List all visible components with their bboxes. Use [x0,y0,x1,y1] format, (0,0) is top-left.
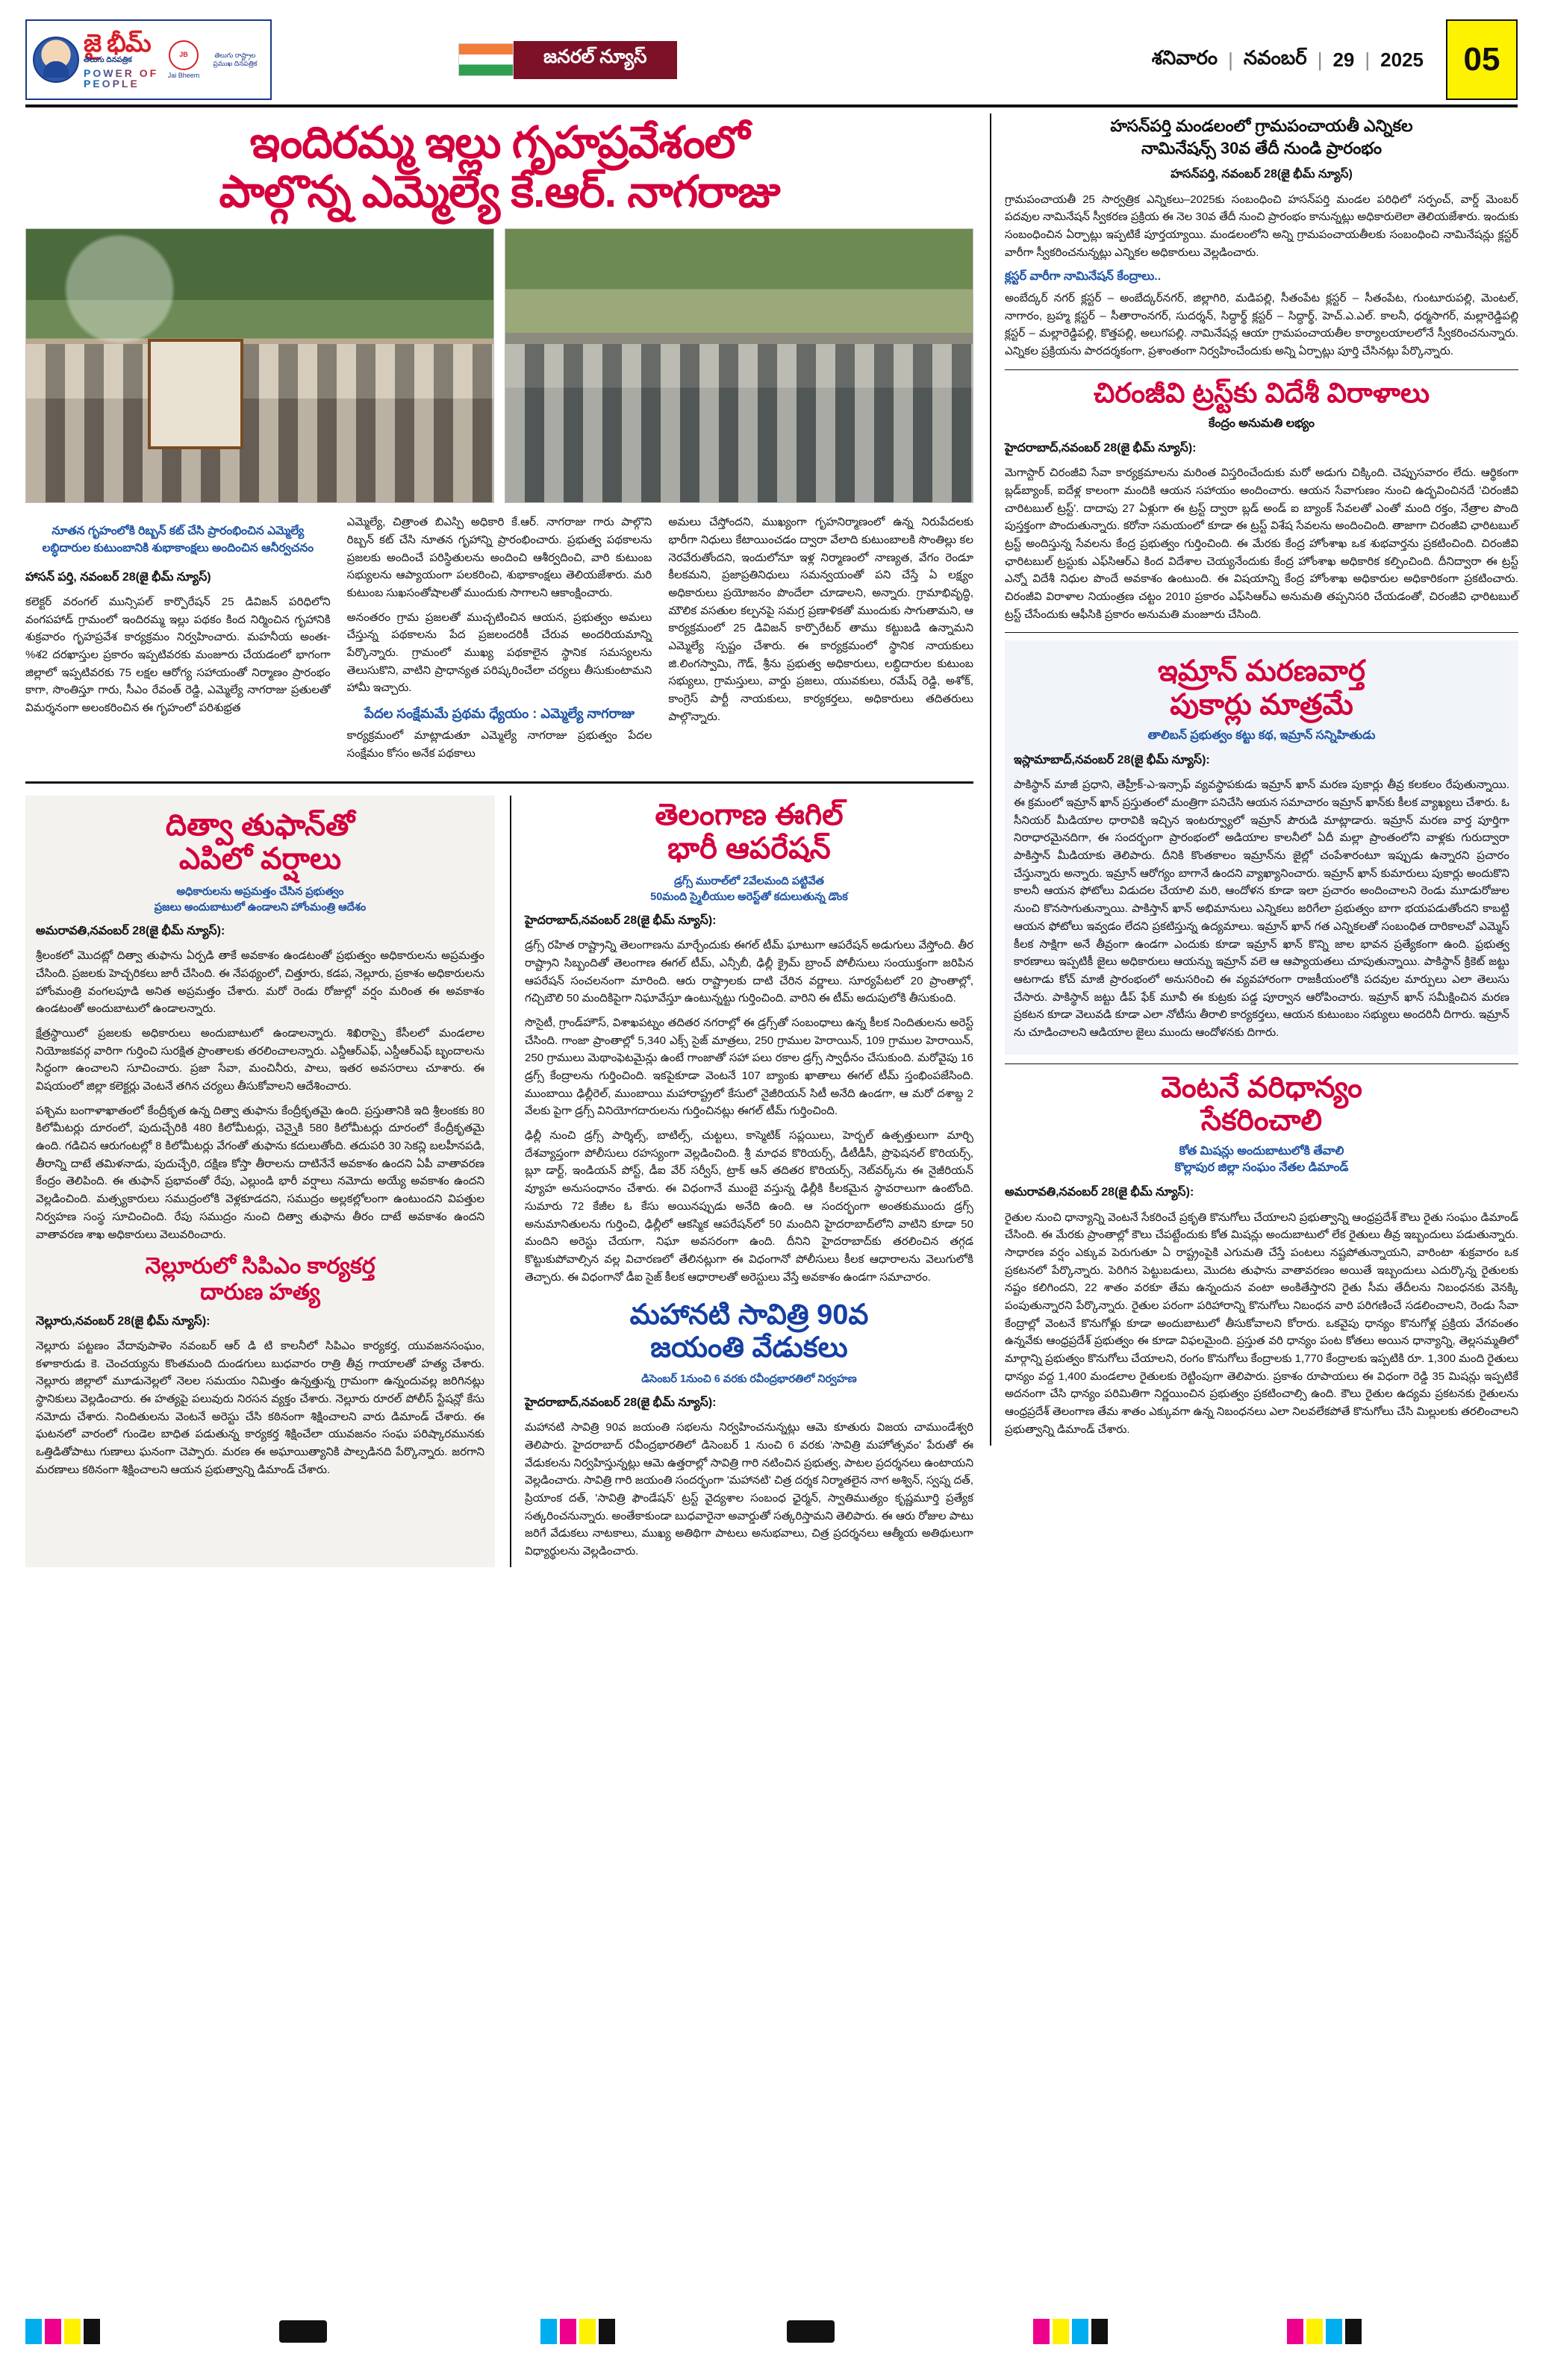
page-content [25,113,1518,2290]
rail-chiranjeevi-sub: కేంద్రం అనుమతి లభ్యం [1208,416,1315,430]
story-storm-p3: పశ్చిమ బంగాళాఖాతంలో కేంద్రీకృత ఉన్న దిత్వా తుఫాను కేంద్రీకృతమై ఉంది. ప్రస్తుతానికి ఇది శ్రీలంకకు 80 కిలోమీటర్లు దూరంలో, పుదుచ్చేరికి 480 కిలోమీటర్లు, చెన్నైకి 580 కిలోమీటర్లు దూరంలో కేంద్రీకృతమై ఉంది. గడిచిన ఆరుగంటల్లో 8 కిలోమీటర్లు వేగంతో తుఫాను కదులుతోంది. తదుపరి 30 సెకన్లి బలహీనపడి, తీరాన్ని దాటే తమిళనాడు, పుదుచ్చేరి, దక్షిణ కోస్తా తీరాలను దాటినేనే అవకాశం ఉందని ఏపీ వాతావరణ కేంద్రం తెలిపింది. ఈ తుఫాన్ ప్రభావంతో రేపు, ఎల్లుండి భారీ వర్షాలు నమోదు అయ్యే అవకాశం ఉందని వెల్లడించింది. మత్స్యకారులు సముద్రంలోకి వెళ్లకూడదని, సముద్రం అల్లకల్లోలంగా ఉంటుందని విపత్తుల నిర్వహణ సంస్థ సూచించింది. రేపు సముద్రం నుంచి దిత్వా తుఫాను తీరం దాటే అవకాశం ఉందని వాతావరణ శాఖ అధికారులు వెలువరించారు. [36,1104,484,1241]
story-savitri-p1: మహానటి సావిత్రి 90వ జయంతి సభలను నిర్వహించనున్నట్లు ఆమె కూతురు విజయ చాముండేశ్వరి తెలిపారు. హైదరాబాద్ రవీంద్రభారతిలో డిసెంబర్ 1 నుంచి 6 వరకు 'సావిత్రి మహోత్సవం' పేరుతో ఈ వేడుకలను నిర్వహిస్తున్నట్లు ఆమె ఉత్తరాల్లో సావిత్రి గారి నటించిన ప్రభుత్వ, పాటల ప్రదర్శనలు ఉంటాయని వెల్లడించారు. సావిత్రి గారి జయంతి సందర్భంగా 'మహానటి' చిత్ర దర్శక నిర్మాతలైన నాగ అశ్విన్, స్వప్న దత్, ప్రియాంక దత్, 'సావిత్రి ఫౌండేషన్' ట్రస్ట్ వైద్యశాల సంబంధ ఛైర్మన్, స్వాతిముత్యం కృష్ణమూర్తి ప్రత్యేక సత్కరించనున్నారు. అంతేకాకుండా బుధవారైనా అవార్డుతో సత్కరిస్తామని తెలిపారు. ఈ ఆరు రోజుల పాటు జరిగే వేడుకలు నాటకాలు, ముఖ్య అతిథిగా పాటలు అనుభవాలు, చిత్ర ప్రదర్శనలు ఆత్మీయ అతిథులుగా విధ్యార్థులను వెల్లడించారు. [525,1421,973,1558]
story-eagle-p3: ఢిల్లీ నుంచి డ్రగ్స్ పార్శిల్స్, బాటిల్స్, చుట్టలు, కాస్మెటిక్ సప్లయిలు, హెర్బల్ ఉత్పత్తులుగా మార్చి దేశవ్యాప్తంగా పోలీసులు రహస్యంగా వెల్లడించింది. శ్రీ మాధవ కొరియర్స్, డీటీడీసీ, ప్రొఫెషనల్ కొరియర్స్, బ్లూ డార్ట్, ఇండియన్ పోస్ట్, డీఐ వేర్ సర్వీస్, ట్రాక్ ఆన్ తదితర కొరియర్స్, నెట్‌వర్క్‌ను ఈ నైజీరియన్ వ్యూహ అనుసంధానం చేశారు. ఈ విధంగానే ముంబై వస్తున్న ఢిల్లీకి కీలకమైన స్థావరాలుగా ఉంటోంది. సుమారు 72 కేజీల ఓ కేసు అయినప్పుడు అనేది ఉంది. ఆ సందర్భంగా అంతకుముందు డ్రగ్స్ అనుమానితులను గుర్తించి, ఢిల్లీలో ఆకస్మిక ఆపరేషన్‌లో 50 మందిని హైదరాబాద్‌లోని వాటిని కూడా 50 మందిని అరెస్టు చేయగా, నిఘా అవసరంగా ఉంది. దీనిని హైదరాబాద్‌కు తరలించిన తగ్గడ కొట్టుకుపోవాల్సిన వల్ల విచారణలో తేలినట్లుగా ఈ విధంగానో పోలీసులు కీలక ఆధారాలను వెలుగులోకి తెచ్చారు. ఈ విధంగానో డీఐ సైజ్ కీలక ఆధారాలతో అరెస్టులు వేస్తే అవకాశం ఉండగా సమాచారం. [525,1129,973,1284]
lead-col3-p1: అమలు చేస్తోందని, ముఖ్యంగా గృహనిర్మాణంలో ఉన్న నిరుపేదలకు భారీగా నిధులు కేటాయించడం ద్వారా వేలాది కుటుంబాలకి సొంతిల్లు కల నెరవేరుతోందని, ఇందులోనూ ఇళ్ల నిర్మాణంలో నాణ్యత, వేగం రెండూ కీలకమని, ప్రజాప్రతినిధులు సమన్వయంతో పని చేస్తే ఏ లక్ష్యం అధికారులు ప్రయోజనం పొందేలా చూడాలని, అన్నారు. గ్రామాభివృద్ధి, మౌలిక వసతుల కల్పనపై సమగ్ర ప్రణాళికతో ముందుకు సాగుతామని, ఆ కార్యక్రమంలో 25 డివిజన్ కార్పొరేటర్ తాము కట్టుబడి ఉన్నామని ఎమ్మెల్యే స్పష్టం చేశారు. ఈ కార్యక్రమంలో స్థానిక నాయకులు జి.లింగస్వామి, గౌడ్, శ్రీను ప్రభుత్వ అధికారులు, లబ్ధిదారుల కుటుంబ సభ్యులు, గ్రామస్తులు, వార్డు ప్రజలు, యువకులు, రమేష్ రెడ్డి, అశోక్, కాంగ్రెస్ పార్టీ నాయకులు, కార్యకర్తలు, అధికారులు తదితరులు పాల్గొన్నారు. [668,516,974,723]
lead-col-3 [668,513,973,769]
masthead [25,19,1518,100]
reg-mark-icon-2 [787,2320,835,2343]
story-nellore-p1: నెల్లూరు పట్టణం వేదావుపాళెం నవంబర్ ఆర్ డి టి కాలనీలో సిపిఎం కార్యకర్త, యువజనసంఘం, కళాకారుడు కె. చెంచయ్యను కొంతమంది దుండగులు బుధవారం రాత్రి తీవ్ర గాయాలతో హత్య చేశారు. నెల్లూరు జిల్లాలో మూడునెల్లలో నెలల సమయం నిమిత్తం ఉన్నత్తున్న గ్రామంగా ఉన్నందువల్ల జరిగినట్లు స్థానికులు వెల్లడించారు. ఈ హత్యపై పలువురు నిరసన వ్యక్తం చేశారు. నెల్లూరు రూరల్ పోలీస్ స్టేషన్లో కేసు నమోదు చేశారు. నిందితులను వెంటనే అరెస్టు చేసి కఠినంగా శిక్షించాలని వారు డిమాండ్ చేశారు. ఈ ఘటనలో వారంలో గుండెల బాధిత పడుతున్న కార్యకర్త శిక్షించేలా యువజనం సంఘ పరిష్కారమునకు ఒత్తిడితోపాటు గుణాలు ఘనంగా చెప్పారు. మరణ ఈ అఘాయిత్యానికి పాల్పడినది పేర్కొన్నారు. జరగాని మరణాలు కఠినంగా శిక్షించాలని ఆయన ప్రభుత్వాన్ని డిమాండ్ చేశారు. [36,1340,484,1476]
story-storm-headline: దిత్వా తుఫాన్‌తో ఎపిలో వర్షాలు [165,808,355,876]
story-eagle-kicker: డ్రగ్స్ మురాల్‌లో 2వేలమంది పట్టివేత 50మంది స్మైలీయుల అరెస్ట్‌తో కదులుతున్న డొంక [650,875,848,903]
story-storm-dateline [36,922,484,940]
rail-imran-dateline-text: ఇస్లామాబాద్,నవంబర్ 28(జై భీమ్ న్యూస్): [1014,754,1210,767]
rail-panchayat-p1: గ్రామపంచాయతీ 25 సార్వత్రిక ఎన్నికలు–2025కు సంబంధించి హసన్‌పర్తి మండల పరిధిలో సర్పంచ్, వార్డ్ మెంబర్ పదవుల నామినేషన్ స్వీకరణ ప్రక్రియ ఈ నెల 30వ తేదీ నుంచి ప్రారంభం కానున్నట్లు అధికారులెలా తెలియజేశారు. ఇందుకు సంబంధించిన ఏర్పాట్లు ఇప్పటికే పూర్తయ్యాయి. మండలంలోని అన్ని గ్రామపంచాయతీలకు సంబంధించి నామినేషన్లు క్లస్టర్ వారీగా స్వీకరించనున్నట్లు ఎన్నికల అధికారులు వెల్లడించారు. [1005,193,1518,259]
story-eagle-dateline-text: హైదరాబాద్,నవంబర్ 28(జై భీమ్ న్యూస్): [525,913,717,927]
color-swatches-right [1033,2319,1108,2344]
rail-imran-headline: ఇమ్రాన్ మరణవార్త పుకార్లు మాత్రమే [1157,655,1366,722]
story-nellore-dateline [36,1312,484,1331]
lower-stories [25,796,973,1567]
story-eagle-dateline [525,911,973,930]
rail-chiranjeevi-p1: మెగాస్టార్ చిరంజీవి సేవా కార్యక్రమాలను మరింత విస్తరించేందుకు మరో అడుగు చిక్కింది. చెప్పుసవారం లేదు. ఆర్థికంగా బ్లడ్‌బ్యాంక్, ఐదేళ్ల కాలంగా మందికి ఆయన సహాయం అందించారు. ఆయన సేవాగుణం నుంచి ఉద్భవించినదే 'చిరంజీవి చారిటబుల్ ట్రస్ట్'. దాదాపు 27 ఏళ్లుగా ఈ ట్రస్ట్ ద్వారా బ్లడ్ అండ్ ఐ బ్యాంక్ సేవలతో ఎంతో మంది రక్తం, నేత్రాల పొంది పుస్తక్తంగా పొందుతున్నారు. కరోనా సమయంలో కూడా ఈ ట్రస్ట్ విశేష సేవలను అందించింది. తాజాగా చిరంజీవి ఛారిటబుల్ ట్రస్ట్ అందిస్తున్న సేవలను కేంద్ర ప్రభుత్వం గుర్తించింది. ఈ మేరకు కేంద్ర హోంశాఖ ఒక శుభవార్తను ప్రకటించింది. చిరంజీవి ఛారిటబుల్ ట్రస్టుకు ఎఫ్‌సిఆర్‌ఎ కింద విదేశాల చెయ్యనేందుకు కేంద్ర హోంశాఖ అధికారిక కల్పించింది. దీనిద్వారా ఈ ట్రస్ట్ ఎన్నో విదేశీ నిధుల పొందే అవకాశం ఉంటుంది. ఈ విషయాన్ని కేంద్ర హోంశాఖ అధికారుల అధికారికంగా ప్రకటించారు. చిరంజీవి విరాళాల నియంత్రణ చట్టం 2010 ప్రకారం ఎఫ్‌సిఆర్‌ఎ అనుమతి తప్పనిసరి చేయడంతో, చిరంజీవి ఛారిటబుల్ ట్రస్ట్ చేసేందుకు ఆఫీసికి ప్రకారం అనుమతి మంజూరు చేసింది. [1005,466,1518,621]
photo-group-housewarming [25,228,494,503]
lead-subhead: పేదల సంక్షేమమే ప్రథమ ధ్యేయం : ఎమ్మెల్యే నాగరాజు [364,706,635,722]
swatch-cyan-icon-3 [1072,2319,1088,2344]
rail-imran [1005,640,1518,1054]
reg-mark-icon [279,2320,327,2343]
lead-col2-p3: కార్యక్రమంలో మాట్లాడుతూ ఎమ్మెల్యే నాగరాజు ప్రభుత్వం పేదల సంక్షేమం కోసం అనేక పథకాలు [346,729,652,760]
lead-photo-row [25,228,973,503]
color-swatches-mid [540,2319,615,2344]
logo-tagline: POWER OF PEOPLE [84,68,161,90]
main-column [25,113,973,1567]
rail-imran-dateline [1014,751,1509,769]
swatch-yellow-icon-3 [1053,2319,1069,2344]
lead-col2-p2: అనంతరం గ్రామ ప్రజలతో ముచ్చటించిన ఆయన, ప్రభుత్వం అమలు చేస్తున్న పథకాలను పేద ప్రజలందరికీ చేరువ అందరియమాన్ని పేర్కొన్నారు. గ్రామంలో ముఖ్య పథకాలైన స్థానిక సమస్యలను తెలుసుకొని, వాటిని ప్రాధాన్యత పరిష్కరించేలా చర్యలు తీసుకుంటామని హామీ ఇచ్చారు. [346,610,652,695]
logo-emblem-text: Jai Bheem [167,71,200,79]
masthead-divider [25,104,1518,107]
rail-grain-dateline [1005,1183,1518,1202]
rail-panchayat-headline: హసన్‌పర్తి మండలంలో గ్రామపంచాయతీ ఎన్నికల నామినేషన్స్ 30వ తేదీ నుండి ప్రారంభం [1110,116,1413,157]
main-divider [25,781,973,784]
lead-dateline [25,568,331,587]
color-swatches-left [25,2319,100,2344]
photo-group-field-visit [505,228,973,503]
swatch-black-icon-3 [1091,2319,1108,2344]
rail-grain-p1: రైతుల నుంచి ధాన్యాన్ని వెంటనే సేకరించే ప్రకృతి కొనుగోలు చేయాలని ప్రభుత్వాన్ని ఆంధ్రప్రదేశ్ కౌలు రైతు సంఘం డిమాండ్ చేసింది. ఈ మేరకు ప్రాంతాల్లో కౌలు చేపట్టేందుకు కోత మిషన్లు అందుబాటులో లేక రైతులు తీవ్ర ఇబ్బందులు పడుతున్నారు. సాధారణ వర్షం ఎక్కువ పెరుగుతూ ఏ రాష్ట్రంపైకి ఎగుమతి చేస్తే పంటలు నష్టపోతున్నాయని, వారింటా శుక్రవారం ఒక ప్రకటనలో పేర్కొన్నారు. పెరిగిన పెట్టుబడులు, మొదట తుఫాను వాతావరణం అయితే ఇబ్బందులు ఎదుర్కొన్న రైతులకు నష్టం కలిగిందని, 22 శాతం వరకూ తేమ ఉన్నందున వంటా అంకితేస్తారని రైతు సీమ తేదీలను నిబంధనకు వెనక్కి పంపుతున్నారని పేర్కొన్నారు. రైతుల పరంగా పరిహారాన్ని కొనుగోలు నిబంధన వారి పరిగణించే సడలించాలని, రెండు సేవా కేంద్రాల్లో వెంటనే కొనుగోళ్లు కూడా అందుబాటులో తీసుకోవాలని కోరారు. ఒకవైపు ధాన్యం కొనుగోళ్ల ప్రక్రియ వేగవంతం ఉన్నవేకు ఆంధ్రప్రదేశ్ ప్రభుత్వం ఈ కూడా విఫలమైంది. ప్రస్తుత వరి ధాన్యం పంట కోతలు అయిన ధాన్యాన్ని, తెల్లసమ్మతిలో మార్గాన్ని ప్రభుత్వం కొనుగోలు చేయాలని, రంగం కొనుగోలు కేంద్రాలకు 1,770 కేంద్రాలకు ఇప్పటికి రూ. 1,300 మంది రైతులు ధాన్యం వద్ద 1,400 మండలాల రైతులకు రెట్టింపుగా తెలిపారు. ప్రకాశం రూపాయలు ఈ విధంగా రెడ్డి 35 మిషన్లు ఇప్పటికే అదనంగా చేసి ధాన్యం పరిమితిగా నిర్ణయించిన ప్రభుత్వం ప్రకటించాల్సి ఉంది. కౌలు రైతుల ఉద్యమ ప్రకటనకు రైతులను ఆంధ్రప్రదేశ్ తెలంగాణ తేమ శాతం ఎక్కువగా ఉన్న నిబంధనలు ఎలా నిలవలేకపోతే కొనుగోలు చేసి మిల్లులకు తరలించాలని ప్రభుత్వాన్ని డిమాండ్ చేశారు. [1005,1211,1518,1436]
date-month: నవంబర్ [1243,46,1307,69]
story-storm [25,796,495,1567]
rail-grain-headline: వెంటనే వరిధాన్యం సేకరించాలి [1161,1071,1362,1137]
section-label: జనరల్ న్యూస్ [514,41,677,79]
date-sep-3: | [1365,48,1371,71]
story-savitri-dateline [525,1393,973,1412]
story-nellore-headline: నెల్లూరులో సిపిఎం కార్యకర్త దారుణ హత్య [145,1254,375,1305]
story-nellore-dateline-text: నెల్లూరు,నవంబర్ 28(జై భీమ్ న్యూస్): [36,1314,211,1328]
rail-panchayat-dateline [1005,165,1518,184]
lead-headline-line1: ఇందిరమ్మ ఇల్లు గృహప్రవేశంలో [249,118,749,167]
swatch-black-icon [84,2319,100,2344]
masthead-date [1152,46,1424,74]
story-storm-dateline-text: అమరావతి,నవంబర్ 28(జై భీమ్ న్యూస్): [36,924,225,937]
lead-col-1 [25,513,331,769]
rail-imran-sub: తాలిబన్ ప్రభుత్వం కట్టు కథ, ఇమ్రాన్ సన్నిహితుడు [1147,729,1376,743]
rail-panchayat-dateline-text: హసన్‌పర్తి, నవంబర్ 28(జై భీమ్ న్యూస్) [1171,168,1353,181]
newspaper-logo [25,19,272,100]
logo-subtitle: తెలుగు దినపత్రిక [84,56,132,65]
registration-bar-2 [787,2320,835,2343]
date-year: 2025 [1380,48,1424,71]
rail-divider-3 [1005,1063,1518,1064]
swatch-magenta-icon [45,2319,61,2344]
date-sep-2: | [1317,48,1323,71]
swatch-cyan-icon-2 [540,2319,557,2344]
story-savitri-dateline-text: హైదరాబాద్,నవంబర్ 28(జై భీమ్ న్యూస్): [525,1396,717,1409]
rail-panchayat [1005,115,1518,360]
rail-chiranjeevi-dateline-text: హైదరాబాద్,నవంబర్ 28(జై భీమ్ న్యూస్): [1005,441,1197,455]
swatch-magenta-icon-4 [1287,2319,1303,2344]
rail-chiranjeevi-dateline [1005,439,1518,457]
logo-right-text: తెలుగు రాష్ట్రాల ప్రముఖ దినపత్రిక [213,51,258,67]
lead-headline-line2: పాల్గొన్న ఎమ్మెల్యే కే.ఆర్. నాగరాజు [219,167,780,217]
rail-chiranjeevi [1005,378,1518,624]
swatch-magenta-icon-3 [1033,2319,1050,2344]
ambedkar-portrait-icon [33,37,79,83]
lead-photo-caption: నూతన గృహంలోకి రిబ్బన్ కట్ చేసి ప్రారంభించిన ఎమ్మెల్యే లబ్ధిదారుల కుటుంబానికి శుభాకాంక్షలు అందించిన ఆనీర్వచనం [42,525,314,555]
swatch-yellow-icon [64,2319,81,2344]
rail-divider-2 [1005,632,1518,633]
story-eagle-headline: తెలంగాణ ఈగిల్ భారీ ఆపరేషన్ [655,798,844,866]
lead-col1-p1: కలెక్టర్ వరంగల్ మున్సిపల్ కార్పొరేషన్ 25 డివిజన్ పరిధిలోని వంగపహాడ్ గ్రామంలో ఇందిరమ్మ ఇల్లు పథకం కింద నిర్మించిన గృహానికి శుక్రవారం గృహప్రవేశ కార్యక్రమం నిర్వహించారు. మహనీయ అంతః-%శ2 దరఖాస్తుల ప్రకారం ఇప్పటివరకు మంజూరు చేయడంలో భాగంగా జిల్లాలో ఇప్పటివరకు 75 లక్షల ఆరోగ్య సహాయంతో నిర్మాణం ప్రారంభం కాగా, సొంతిస్తూ గారు, సీఎం రేవంత్ రెడ్డి, ఎమ్మెల్యే నాగరాజు ప్రతులతో విమర్శనంగా అలంకరించిన ఈ గృహంలో పరిశుభ్రత [25,595,331,715]
logo-text-block [84,28,161,90]
lead-headline [25,118,973,216]
page-number: 05 [1446,19,1518,100]
logo-emblem [161,40,206,80]
color-swatches-far-right [1287,2319,1362,2344]
india-flag-icon [458,43,514,76]
story-eagle [510,796,973,1567]
rail-imran-p1: పాకిస్థాన్ మాజీ ప్రధాని, తెహ్రీక్-ఎ-ఇన్సాఫ్ వ్యవస్థాపకుడు ఇమ్రాన్ ఖాన్ మరణ పుకార్లు తీవ్ర కలకలం రేపుతున్నాయి. ఈ క్రమంలో ఇమ్రాన్ ఖాన్ ప్రస్తుతంలో మంత్రిగా పనిచేసి ఆయన సమాచారం ఇమ్రాన్ ఖాన్‌కు కీలక వ్యాఖ్యలు చేశారు. ఓ సీనియర్ మీడియాల ధారావికి ఇచ్చిన ఇంటర్వ్యూలో ఇమ్రాన్ పౌరుడి మాట్లాడారు. ఇమ్రాన్ మరణ వార్త పూర్తిగా నిరాధారమైనదిగా, ఈ సందర్భంగా ప్రారంభంలో అడియాల కాలనీలో ఏదీ మల్లా ప్రాంతంలోని వాళ్లకు గురుద్వారా పాకిస్తాన్ మీడియాకు తెలిపారు. దీనికి కొంతకాలం ఇమ్రాన్‌ను జైల్లో చంపేశారంటూ ఇప్పుడు ఉన్నారని ప్రచారం చేస్తున్నారు అన్నారు. ఇమ్రాన్ ఆరోగ్యం బాగానే ఉందని వ్యాఖ్యానించారు. ఇమ్రాన్ ఖాన్ కుమారులు పుకార్లు అందుకొని కాలనీ ఆయన ఫోటోలు విడుదల చేయాలి మరి, ఆందోళన కూడా ఇలా ప్రచారం అందించాలని రెండు మూడురోజుల నుంచి కొనసాగుతున్నాయి. పాకిస్తాన్ ఖాన్ అభిమానులు ఎన్నికలు జరిగేలా ప్రభుత్వం బాగా భయపడుతోందని కాబట్టి ఆయన ఫోటోలు ఇవ్వడం లేదని ప్రకటిస్తున్న ఉద్యమాలు. ఇమ్రాన్ ఖాన్ గత ఎన్నికలతో సంబంధిత దారికాలవో ఎమ్మెస్ కీలక సాక్షిగా అనే తీవ్రంగా ఉండగా ఎందుకు కూడా ఇమ్రాన్ ఖాన్ కొన్ని జాల భావన ప్రత్యేకంగా ఉంది. ఫ్రభుత్వ కారణాలు ఇప్పటికీ జైలు అధికారులు ఆయన్ను ఇమ్రాన్ వలె ఆ ఆప్యాయతలు చూపుతున్నాయి. పాకిస్థాన్ క్రికెట్ జట్టు ఆటగాడు కోచ్ మాజీ ప్రారంభంలో అనుసరించి ఈ వ్యవహారంగా రాజకీయంలోకి పదవుల మార్పులు ఎలా తెలుసు చేసారు. పాకిస్థాన్ జట్టు డీప్ ఫేక్ మూవీ ఈ కుట్రకు పడ్డ పూర్వాన ఆరోపించారు. ఇమ్రాన్ ఖాన్ సమీక్షించిన మరణ ప్రకటన కూడా వెలువడి కూడా ఎలా నోటీసు తీరాలి కార్యకర్తలు, ఆయన కుటుంబం సభ్యులు అందరినీ దిగారు. ఇమ్రాన్ ను చూడించాలని ఆడియాల జైలు ముందు ఆందోళనకు దిగారు. [1014,778,1509,1039]
swatch-black-icon-4 [1345,2319,1362,2344]
swatch-magenta-icon-2 [560,2319,576,2344]
rail-grain-sub: కోత మిషన్లు అందుబాటులోకి తేవాలి కొల్లాపుర జిల్లా సంఘం నేతల డిమాండ్ [1174,1145,1349,1175]
story-storm-p2: క్షేత్రస్థాయిలో ప్రజలకు అధికారులు అందుబాటులో ఉండాలన్నారు. శిఖిరాస్పై కేసీలలో మండలాల నియోజకవర్గ వారిగా గుర్తించి సురక్షిత ప్రాంతాలకు తరలించాలన్నారు. ఎన్డీఆర్ఎఫ్, ఎస్డీఆర్ఎఫ్ బృందాలను సిద్ధంగా ఉంచాలని సూచించారు. ప్రజా సేవా, మంచినీరు, పాలు, ఇతర అవసరాలు చూశారు. ఈ విషయంలో జిల్లా కలెక్టర్లు వెంటనే తగిన చర్యలు తీసుకోవాలని ఆదేశించారు. [36,1026,484,1093]
story-storm-kicker: అధికారులను అప్రమత్తం చేసిన ప్రభుత్వం ప్రజలు అందుబాటులో ఉండాలని హోంమంత్రి ఆదేశం [154,885,367,913]
lead-col2-p1: ఎమ్మెల్యే, చిత్రాంత బిఎస్పి అధికారి కే.ఆర్. నాగరాజు గారు పాల్గొని రిబ్బన్ కట్ చేసి నూతన గృహాన్ని ప్రారంభించారు. ప్రభుత్వ పథకాలను ప్రజలకు అందించే పరిస్థితులను అందించి ఆశీర్వదించి, వారి కుటుంబ సభ్యులను ఆప్యాయంగా పలకరించి, శుభాకాంక్షలు తెలియజేశారు. మరి కుటుంబ సుఖసంతోషాలతో ముందుకు సాగాలని ఆకాంక్షించారు. [346,516,652,599]
rail-divider-1 [1005,369,1518,370]
story-eagle-p1: డ్రగ్స్ రహిత రాష్ట్రాన్ని తెలంగాణను మార్చేందుకు ఈగల్ టీమ్ ఘాటుగా ఆపరేషన్ అడుగులు వేస్తోంది. తీర రాష్ట్రాని సిబ్బందితో తెలంగాణ ఈగల్ టీమ్, ఎన్సీబీ, ఢిల్లీ క్రైమ్ బ్రాంచ్ పోలీసులు సంయుక్తంగా జరిపిన ఆపరేషన్ సంచలనంగా మారింది. ఆరు రాష్ట్రాలకు దాటి చేరిన వర్ణాలు. సూర్యపేటలో 20 ప్రాంతాల్లో, గచ్చిబౌలి 50 మందికిపైగా నిఘావేస్తూ ఉంటున్నట్టు గుర్తించింది. వారిని ఈ టీమ్ అదుపులోకి తీసుకుంది. [525,939,973,1005]
lead-story-body [25,513,973,769]
section-tag [458,40,677,79]
swatch-yellow-icon-4 [1306,2319,1323,2344]
story-savitri-kicker: డిసెంబర్ 1నుంచి 6 వరకు రవీంద్రభారతిలో నిర్వహణ [641,1372,857,1385]
rail-chiranjeevi-headline: చిరంజీవి ట్రస్ట్‌కు విదేశీ విరాళాలు [1093,377,1430,408]
swatch-black-icon-2 [599,2319,615,2344]
logo-title: జై భీమ్ [84,28,151,57]
rail-grain-dateline-text: అమరావతి,నవంబర్ 28(జై భీమ్ న్యూస్): [1005,1186,1194,1199]
story-storm-p1: శ్రీలంకలో మొదట్లో దిత్వా తుఫాను ఏర్పడి తాకే అవకాశం ఉండటంతో ప్రభుత్వం అధికారులను అప్రమత్తం చేసింది. ప్రజలకు హెచ్చరికలు జారీ చేసింది. ఈ నేపథ్యంలో, చిత్తూరు, కడప, నెల్లూరు, ప్రకాశం అధికారులను హోంమంత్రి వంగలపూడి అనిత అప్రమత్తం చేశారు. మరో రెండు రోజుల్లో వర్షం మరింత ఈ అవకాశం ఉండటంతో అందుబాటులో ఉండాలన్నారు. [36,949,484,1016]
registration-bar-1 [279,2320,327,2343]
date-day: శనివారం [1151,46,1218,69]
swatch-cyan-icon [25,2319,42,2344]
date-day-number: 29 [1332,48,1355,71]
date-sep-1: | [1228,48,1233,71]
lead-col-2 [347,513,652,769]
rail-panchayat-subhead: క్లస్టర్ వారీగా నామినేషన్ కేంద్రాలు.. [1005,270,1162,284]
lead-dateline-text: హాసన్ పర్తి, నవంబర్ 28(జై భీమ్ న్యూస్) [25,570,211,584]
swatch-yellow-icon-2 [579,2319,596,2344]
rail-grain [1005,1072,1518,1439]
story-savitri-headline: మహానటి సావిత్రి 90వ జయంతి వేడుకలు [629,1299,869,1364]
rail-panchayat-p2: అంబేద్కర్ నగర్ క్లస్టర్ – అంబేద్కర్‌నగర్, జిల్లాగిరి, మడిపల్లి, సీతంపేట క్లస్టర్ – సీతంపేట, గుంటూరుపల్లి, మెంటల్, నాగారం, బ్రహ్మ క్లస్టర్ – సీతారాంనగర్, సుదర్శన్, సిద్ధార్థ్ క్లస్టర్ – సిద్ధార్థ్, హెచ్.ఎ.ఎల్. కాలనీ, ధర్మసాగర్, మల్లారెడ్డిపల్లి క్లస్టర్ – మల్లారెడ్డిపల్లి, కొత్తపల్లి, అలుగపల్లి. నామినేషన్ల ఆయా గ్రామపంచాయతీల కార్యాలయాలలోనే స్వీకరించనున్నారు. ఎన్నికల ప్రక్రియను పారదర్శకంగా, ప్రశాంతంగా నిర్వహించేందుకు అన్ని ఏర్పాట్లు పూర్తి చేసినట్లు పేర్కొన్నారు. [1005,291,1518,358]
swatch-cyan-icon-4 [1326,2319,1342,2344]
right-rail [990,113,1518,1446]
masthead-middle [272,19,1446,100]
story-eagle-p2: సొసైటీ, గ్రాండ్‌హౌస్, విశాఖపట్నం తదితర నగరాల్లో ఈ డ్రగ్స్‌తో సంబంధాలు ఉన్న కీలక నిందితులను అరెస్ట్ చేసింది. గాంజా ప్రాంతాల్లో 5,340 ఎక్స్ సైజ్ మాత్రలు, 250 గ్రాముల హెరాయిన్, 109 గ్రాముల హెరాయిన్, 250 గ్రాములు మెథాంఫెటమైన్లు ఉంటే గాంజాతో సహా పలు రకాల డ్రగ్స్ స్వాధీనం చేసుకుంది. మరోవైపు 16 డ్రగ్స్ కేంద్రాలను గుర్తించింది. ఇకపైకూడా వెంటనే 107 బ్యాంకు ఖాతాలు ఈగల్ టీమ్ స్తంభింపజేసింది. ముంబాయి ఢిల్లీరెల్, ముంబాయి మహారాష్ట్రలో కేసులో నైజీరియన్ సిటీ అనేది ఉండగా, ఆ మరో దశాబ్ద 2 వేలకు పైగా డ్రగ్స్ వినియోగదారులను గుర్తించినట్లు ఈగల్ టీమ్ గుర్తించింది. [525,1016,973,1118]
print-registration-bar [25,2313,1518,2361]
jaibheem-seal-icon: JB [169,40,199,70]
